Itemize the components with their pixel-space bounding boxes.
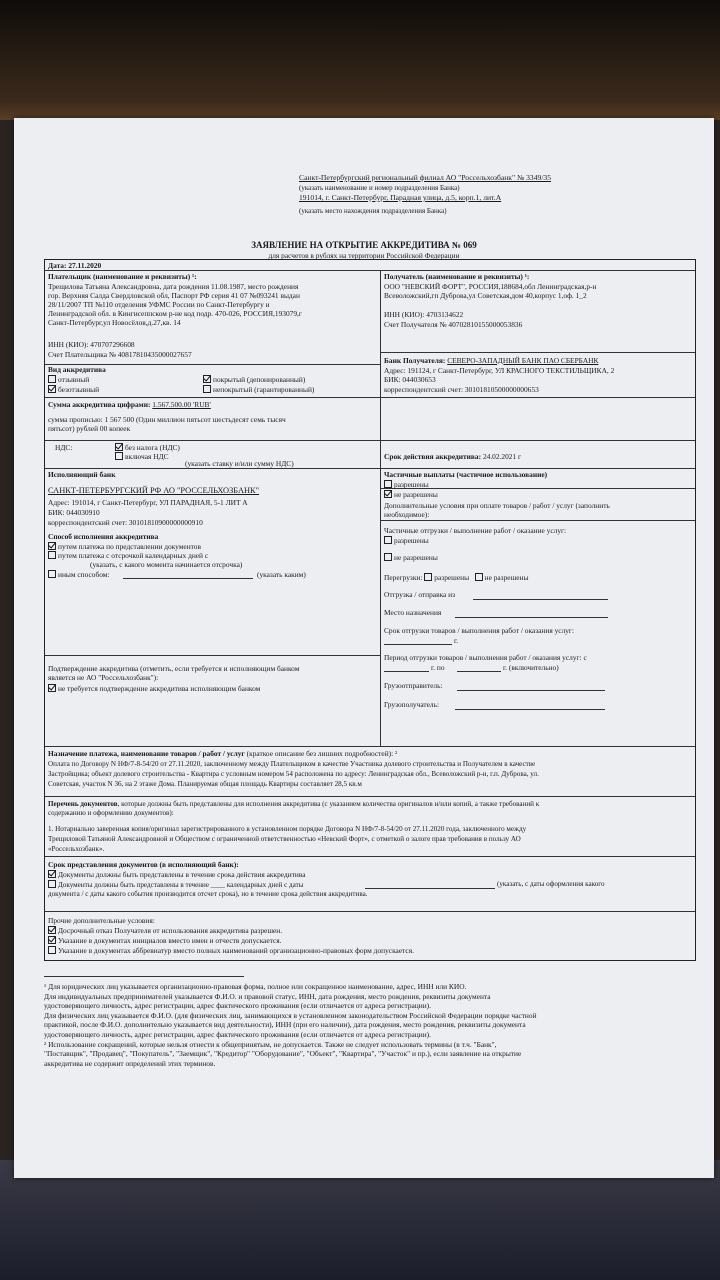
executing-bank-bik: БИК: 044030910 [48, 508, 100, 517]
payer-line: Трещилова Татьяна Александровна, дата рождения 11.08.1987, место рождения [48, 282, 299, 291]
checkbox-checked-icon [384, 490, 392, 498]
confirmation-not-required[interactable]: не требуется подтверждение аккредитива исполняющим банком [48, 684, 260, 693]
payer-line: Санкт-Петербург,ул Новосёлов,д.27,кв. 14 [48, 318, 181, 327]
other-opt2[interactable]: Указание в документах инициалов вместо имен и отчеств допускается. [48, 936, 281, 945]
recipient-line: Всеволожский,гп Дуброва,ул Советская,дом 40,корпус 1,оф. 1_2 [384, 291, 587, 300]
fill-line [384, 671, 429, 672]
amount-words: пятьсот) рублей 00 копеек [48, 424, 131, 433]
checkbox-checked-icon [115, 443, 123, 451]
vat-without[interactable]: без налога (НДС) [115, 443, 180, 452]
checkbox-icon [203, 385, 211, 393]
footnote-line: ¹ Для юридических лиц указывается организационно-правовая форма, полное или сокращенное наименование, адрес, ИНН или КИО. [44, 982, 467, 991]
vat-including[interactable]: включая НДС [115, 452, 169, 461]
checkbox-checked-icon [48, 870, 56, 878]
checkbox-checked-icon [48, 684, 56, 692]
execution-opt-other-hint: (указать каким) [257, 570, 306, 579]
purpose-text: Оплата по Договору N НФ/7-8-54/20 от 27.11.2020, заключенному между Плательщиком в качестве Участника долевого строительства и Получателем в качестве [48, 760, 536, 768]
purpose-text: Советская, участок N 36, на 2 этаже Дома. Планируемая общая площадь Квартиры составляет 28,5 кв.м [48, 780, 362, 788]
execution-opt-payment[interactable]: путем платежа по представлении документов [48, 542, 201, 551]
fill-line [123, 578, 253, 579]
fill-line [457, 690, 605, 691]
checkbox-checked-icon [48, 926, 56, 934]
lc-revocable[interactable]: отзывный [48, 375, 89, 384]
destination: Место назначения [384, 608, 442, 617]
shipment-term: Срок отгрузки товаров / выполнения работ / оказания услуг: [384, 626, 575, 635]
payer-line: Ленинградской обл. в Кингисеппском р-не код подр. 470-026, РОССИЯ,193079,г [48, 309, 302, 318]
shipment-period-to: г. по [431, 663, 445, 672]
footnote-line: ² Использование сокращений, которые нельзя отнести к общепринятым, не допускается. Также не следует использовать термины (в т.ч. "Банк", [44, 1039, 497, 1049]
footnote-separator [44, 976, 244, 977]
application-form [44, 259, 696, 961]
fill-line [455, 709, 605, 710]
validity: Срок действия аккредитива: 24.02.2021 г [384, 452, 522, 461]
recipient-bank-address: Адрес: 191124, г Санкт-Петербург, УЛ КРАСНОГО ТЕКСТИЛЬЩИКА, 2 [384, 366, 615, 375]
fill-line [384, 644, 452, 645]
row-divider [45, 655, 380, 656]
fill-line [455, 617, 608, 618]
footnote-line: Для физических лиц указывается Ф.И.О. (для физических лиц, занимающихся в установленном законодательством Российской Федерации порядке частной [44, 1010, 537, 1020]
documents-text: Трещиловой Татьяной Александровной и Обществом с ограниченной ответственностью «Невский Форт», с отметкой о залоге прав требования в пользу АО [48, 835, 521, 843]
checkbox-checked-icon [48, 542, 56, 550]
lc-irrevocable[interactable]: безотзывный [48, 385, 99, 394]
other-conditions-label: Прочие дополнительные условия: [48, 916, 155, 925]
footnote-line: практикой, после Ф.И.О. дополнительно указывается вид деятельности), ИНН (при его наличии), дата рождения, место рождения, реквизиты документа [44, 1020, 526, 1030]
row-divider [45, 796, 695, 797]
executing-bank-address: Адрес: 191014, г Санкт-Петербург, УЛ ПАРАДНАЯ, 5-1 ЛИТ А [48, 498, 248, 507]
partial-allowed[interactable]: разрешены [384, 480, 429, 489]
checkbox-icon [384, 553, 392, 561]
row-divider [45, 911, 695, 912]
row-divider [45, 468, 695, 469]
background-bottom [0, 1160, 720, 1280]
footnote-line: "Поставщик", "Продавец", "Покупатель", "Заемщик", "Кредитор" "Оборудование", "Объект", "Квартира", "Участок" и пр.), если заявление на открытие [44, 1049, 522, 1059]
checkbox-icon [384, 536, 392, 544]
execution-method-label: Способ исполнения аккредитива [48, 532, 159, 541]
document-title: ЗАЯВЛЕНИЕ НА ОТКРЫТИЕ АККРЕДИТИВА № 069 [251, 240, 477, 250]
background-top [0, 0, 720, 120]
documents-label: Перечень документов, которые должны быть представлены для исполнения аккредитива (с указанием количества оригиналов и/или копий, а также требований к [48, 800, 540, 808]
checkbox-icon[interactable] [424, 573, 432, 581]
row-divider [45, 270, 695, 271]
consignee-label: Грузополучатель: [384, 700, 440, 709]
bank-address-hint: (указать место нахождения подразделения Банка) [299, 207, 447, 215]
bank-address: 191014, г. Санкт-Петербург, Парадная улица, д.5, корп.1, лит.А [299, 193, 502, 202]
fill-line [473, 599, 608, 600]
row-divider [45, 440, 695, 441]
presentation-opt2[interactable]: Документы должны быть представлены в течение ____ календарных дней с даты [48, 880, 303, 890]
footnote-line: аккредитива не содержит определений этих терминов. [44, 1058, 216, 1068]
footnote-line: удостоверяющего личность, адрес регистрации, адрес фактического проживания (если отличается от адреса регистрации). [44, 1001, 431, 1011]
extra-conditions-label: Дополнительные условия при оплате товаров / работ / услуг (заполнить [384, 501, 610, 510]
confirmation-label: Подтверждение аккредитива (отметить, если требуется и исполняющим банком [48, 664, 300, 673]
documents-label: содержанию и оформлению документов): [48, 809, 174, 817]
executing-bank-corr: корреспондентский счет: 30101810900000000910 [48, 518, 203, 527]
extra-conditions-label: необходимое): [384, 510, 430, 519]
checkbox-checked-icon [48, 385, 56, 393]
footnote-line: Для индивидуальных предпринимателей указывается Ф.И.О. и правовой статус, ИНН, дата рождения, место рождения, реквизиты документа [44, 991, 491, 1001]
vat-label: НДС: [55, 443, 73, 452]
footnote-line: удостоверяющего личность, адрес регистрации, адрес фактического проживания (если отличается от адреса регистрации). [44, 1029, 431, 1039]
bank-header [299, 173, 629, 216]
documents-text: «Россельхозбанк». [48, 845, 105, 853]
consignor-label: Грузоотправитель: [384, 681, 443, 690]
checkbox-checked-icon [48, 936, 56, 944]
checkbox-icon[interactable] [475, 573, 483, 581]
column-divider [380, 270, 381, 746]
execution-opt-deferred[interactable]: путем платежа с отсрочкой календарных дней с [48, 551, 208, 560]
reload-row: Перегрузки: разрешены не разрешены [384, 573, 529, 582]
payer-label: Плательщик (наименование и реквизиты) ¹: [48, 272, 197, 281]
shipment-from: Отгрузка / отправка из [384, 590, 456, 599]
payer-account: Счет Плательщика № 40817810435000027657 [48, 350, 192, 359]
shipment-period: Период отгрузки товаров / выполнения работ / оказания услуг: с [384, 653, 587, 662]
footnotes [44, 982, 694, 1068]
payer-line: 28/11/2007 ТП №110 отделения УФМС России по Санкт-Петербургу и [48, 300, 270, 309]
shipment-period-end: г. (включительно) [503, 663, 559, 672]
presentation-opt2-tail: (указать, с даты оформления какого [497, 880, 605, 888]
checkbox-icon [48, 570, 56, 578]
payer-line: гор. Верхняя Салда Свердловской обл, Паспорт РФ серия 41 07 №093241 выдан [48, 291, 300, 300]
partial-shipments-label: Частичные отгрузки / выполнение работ / оказание услуг: [384, 526, 567, 535]
amount-words: сумма прописью: 1 567 500 (Один миллион пятьсот шестьдесят семь тысяч [48, 415, 286, 424]
row-divider [380, 352, 695, 353]
checkbox-icon [48, 880, 56, 888]
recipient-account: Счет Получателя № 40702810155000053836 [384, 320, 523, 329]
amount-digits: Сумма аккредитива цифрами: 1.567.500.00 'RUB' [48, 400, 211, 409]
lc-covered[interactable]: покрытый (депонированный) [203, 375, 305, 384]
row-divider [380, 397, 695, 398]
purpose-label: Назначение платежа, наименование товаров / работ / услуг (краткое описание без лишних подробностей): ² [48, 749, 398, 758]
date-label: Дата: 27.11.2020 [48, 261, 102, 270]
bank-branch: Санкт-Петербургский региональный филиал АО "Россельхозбанк" № 3349/35 [299, 173, 552, 182]
row-divider [45, 856, 695, 857]
purpose-text: Застройщика; объект долевого строительства - Квартира с условным номером 54 расположена по адресу: Ленинградская обл., Всеволожский р-н, г.п. Дуброва, ул. [48, 770, 539, 778]
recipient-bank-corr: корреспондентский счет: 30101810500000000653 [384, 385, 539, 394]
recipient-label: Получатель (наименование и реквизиты) ¹: [384, 272, 530, 281]
recipient-bank-bik: БИК: 044030653 [384, 375, 436, 384]
shipment-term-suffix: г. [454, 636, 459, 645]
payer-inn: ИНН (КИО): 470707296608 [48, 340, 135, 349]
executing-bank-name: САНКТ-ПЕТЕРБУРГСКИЙ РФ АО "РОССЕЛЬХОЗБАНК" [48, 486, 260, 495]
executing-bank-label: Исполняющий банк [48, 470, 116, 479]
documents-text: 1. Нотариально заверенная копия/оригинал зарегистрированного в установленном порядке Договора N НФ/7-8-54/20 от 27.11.2020 года, заключенного между [48, 825, 527, 833]
execution-opt-deferred-hint: (указать, с какого момента начинается отсрочка) [90, 560, 243, 569]
partial-shipments-not-allowed[interactable]: не разрешены [384, 553, 438, 562]
document-sheet [14, 118, 714, 1178]
row-divider [45, 397, 380, 398]
bank-branch-hint: (указать наименование и номер подразделения Банка) [299, 184, 460, 192]
partial-not-allowed[interactable]: не разрешены [384, 490, 438, 499]
confirmation-label: является не АО "Россельхозбанк"): [48, 673, 159, 682]
other-opt3[interactable]: Указание в документах аббревиатур вместо полных наименований организационно-правовых форм допускается. [48, 946, 414, 955]
recipient-bank-label: Банк Получателя: СЕВЕРО-ЗАПАДНЫЙ БАНК ПАО СБЕРБАНК [384, 356, 599, 365]
document-subtitle: для расчетов в рублях на территории Российской Федерации [268, 251, 460, 260]
lc-uncovered[interactable]: непокрытый (гарантированный) [203, 385, 314, 394]
recipient-inn: ИНН (КИО): 4703134622 [384, 310, 464, 319]
presentation-opt1[interactable]: Документы должны быть представлены в течение срока действия аккредитива [48, 870, 306, 879]
execution-opt-other[interactable]: иным способом: [48, 570, 110, 579]
checkbox-icon [384, 480, 392, 488]
recipient-line: ООО "НЕВСКИЙ ФОРТ", РОССИЯ,188684,обл Ленинградская,р-н [384, 282, 597, 291]
checkbox-checked-icon [203, 375, 211, 383]
checkbox-icon [48, 551, 56, 559]
vat-hint: (указать ставку и/или сумму НДС) [185, 459, 294, 468]
row-divider [45, 746, 695, 747]
partial-label: Частичные выплаты (частичное использование) [384, 470, 548, 479]
partial-shipments-allowed[interactable]: разрешены [384, 536, 429, 545]
presentation-label: Срок представления документов (в исполняющий банк): [48, 860, 239, 869]
other-opt1[interactable]: Досрочный отказ Получателя от использования аккредитива разрешен. [48, 926, 282, 935]
checkbox-icon [48, 946, 56, 954]
row-divider [380, 520, 695, 521]
checkbox-icon [115, 452, 123, 460]
fill-line [457, 671, 501, 672]
checkbox-icon [48, 375, 56, 383]
presentation-opt2-line2: документа / с даты какого события производится отсчет срока), но в течение срока действия аккредитива. [48, 890, 368, 898]
lc-type-label: Вид аккредитива [48, 365, 106, 374]
fill-line [365, 888, 495, 889]
